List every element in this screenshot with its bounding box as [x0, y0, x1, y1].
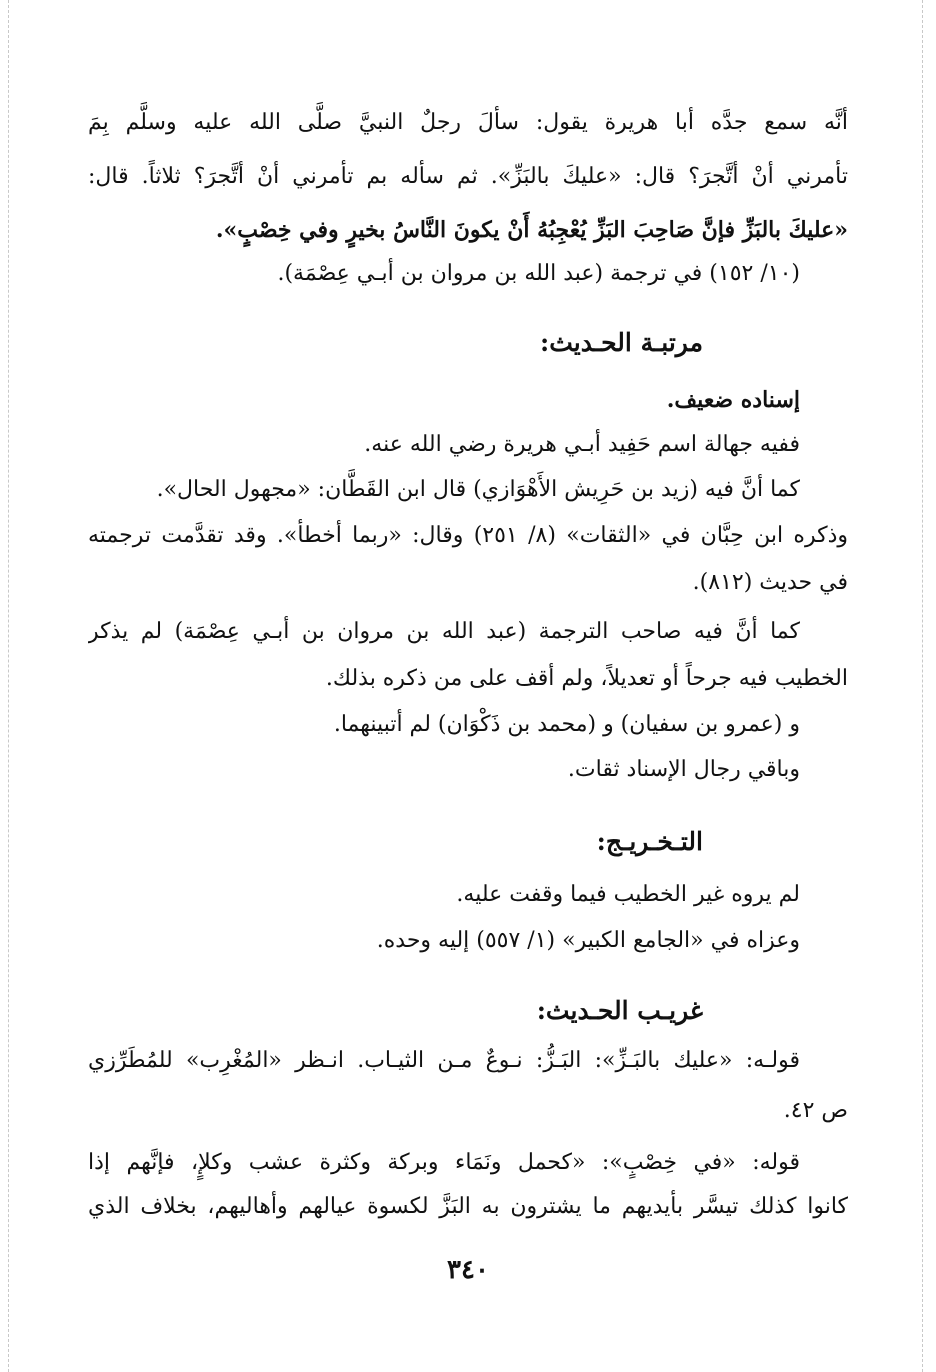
- text-line: قوله: «في خِصْبٍ»: «كحمل ونَمَاء وبركة وكثرة عشب وكلإٍ، فإنَّهم إذا: [88, 1150, 800, 1175]
- left-margin-guide: [8, 0, 9, 1372]
- text-line: قولـه: «عليك بالبَـزِّ»: البَـزُّ: نـوعٌ مـن الثيـاب. انـظر «المُغْرِب» للمُطَرِّزي: [88, 1048, 800, 1073]
- text-line: وذكره ابن حِبَّان في «الثقات» (٨/ ٢٥١) وقال: «ربما أخطأ». وقد تقدَّمت ترجمته: [88, 523, 848, 548]
- hadith-quote-line: «عليكَ بالبَزِّ فإنَّ صَاحِبَ البَزِّ يُعْجِبُهُ أَنْ يكونَ النَّاسُ بخيرٍ وفي خِصْبٍ».: [215, 217, 848, 243]
- text-line: وعزاه في «الجامع الكبير» (١/ ٥٥٧) إليه وحده.: [376, 928, 800, 953]
- text-line: الخطيب فيه جرحاً أو تعديلاً، ولم أقف على من ذكره بذلك.: [325, 666, 848, 691]
- text-line: ص ٤٢.: [783, 1098, 848, 1123]
- section-heading-gharib: غريـب الحـديث:: [536, 996, 703, 1025]
- text-line: كما أنَّ فيه (زيد بن حَرِيش الأَهْوَازي) قال ابن القَطَّان: «مجهول الحال».: [156, 477, 800, 502]
- text-line: إسناده ضعيف.: [666, 387, 800, 413]
- text-line: تأمرني أنْ أتَّجرَ؟ قال: «عليكَ بالبَزِّ». ثم سأله بم تأمرني أنْ أتَّجرَ؟ ثلاثاً. قال:: [88, 164, 848, 189]
- section-heading-takhrij: التـخـريـج:: [596, 827, 703, 856]
- page-number: ٣٤٠: [447, 1255, 489, 1285]
- reference-line: (١٠/ ١٥٢) في ترجمة (عبد الله بن مروان بن أبـي عِصْمَة).: [277, 261, 800, 286]
- text-line: كانوا كذلك تيسَّر بأيديهم ما يشترون به البَزَّ لكسوة عيالهم وأهاليهم، بخلاف الذي: [88, 1194, 848, 1219]
- section-heading-grade: مرتبـة الحـديث:: [539, 328, 703, 357]
- text-line: أنَّه سمع جدَّه أبا هريرة يقول: سألَ رجلٌ النبيَّ صلَّى الله عليه وسلَّم بِمَ: [88, 110, 848, 135]
- text-line: و (عمرو بن سفيان) و (محمد بن ذَكْوَان) لم أتبينهما.: [333, 712, 800, 737]
- text-line: كما أنَّ فيه صاحب الترجمة (عبد الله بن مروان بن أبـي عِصْمَة) لم يذكر: [88, 619, 800, 644]
- text-line: لم يروه غير الخطيب فيما وقفت عليه.: [456, 882, 800, 907]
- text-line: وباقي رجال الإسناد ثقات.: [567, 757, 800, 782]
- right-margin-guide: [922, 0, 923, 1372]
- text-line: في حديث (٨١٢).: [692, 570, 848, 595]
- text-line: ففيه جهالة اسم حَفِيد أبـي هريرة رضي الله عنه.: [364, 432, 800, 457]
